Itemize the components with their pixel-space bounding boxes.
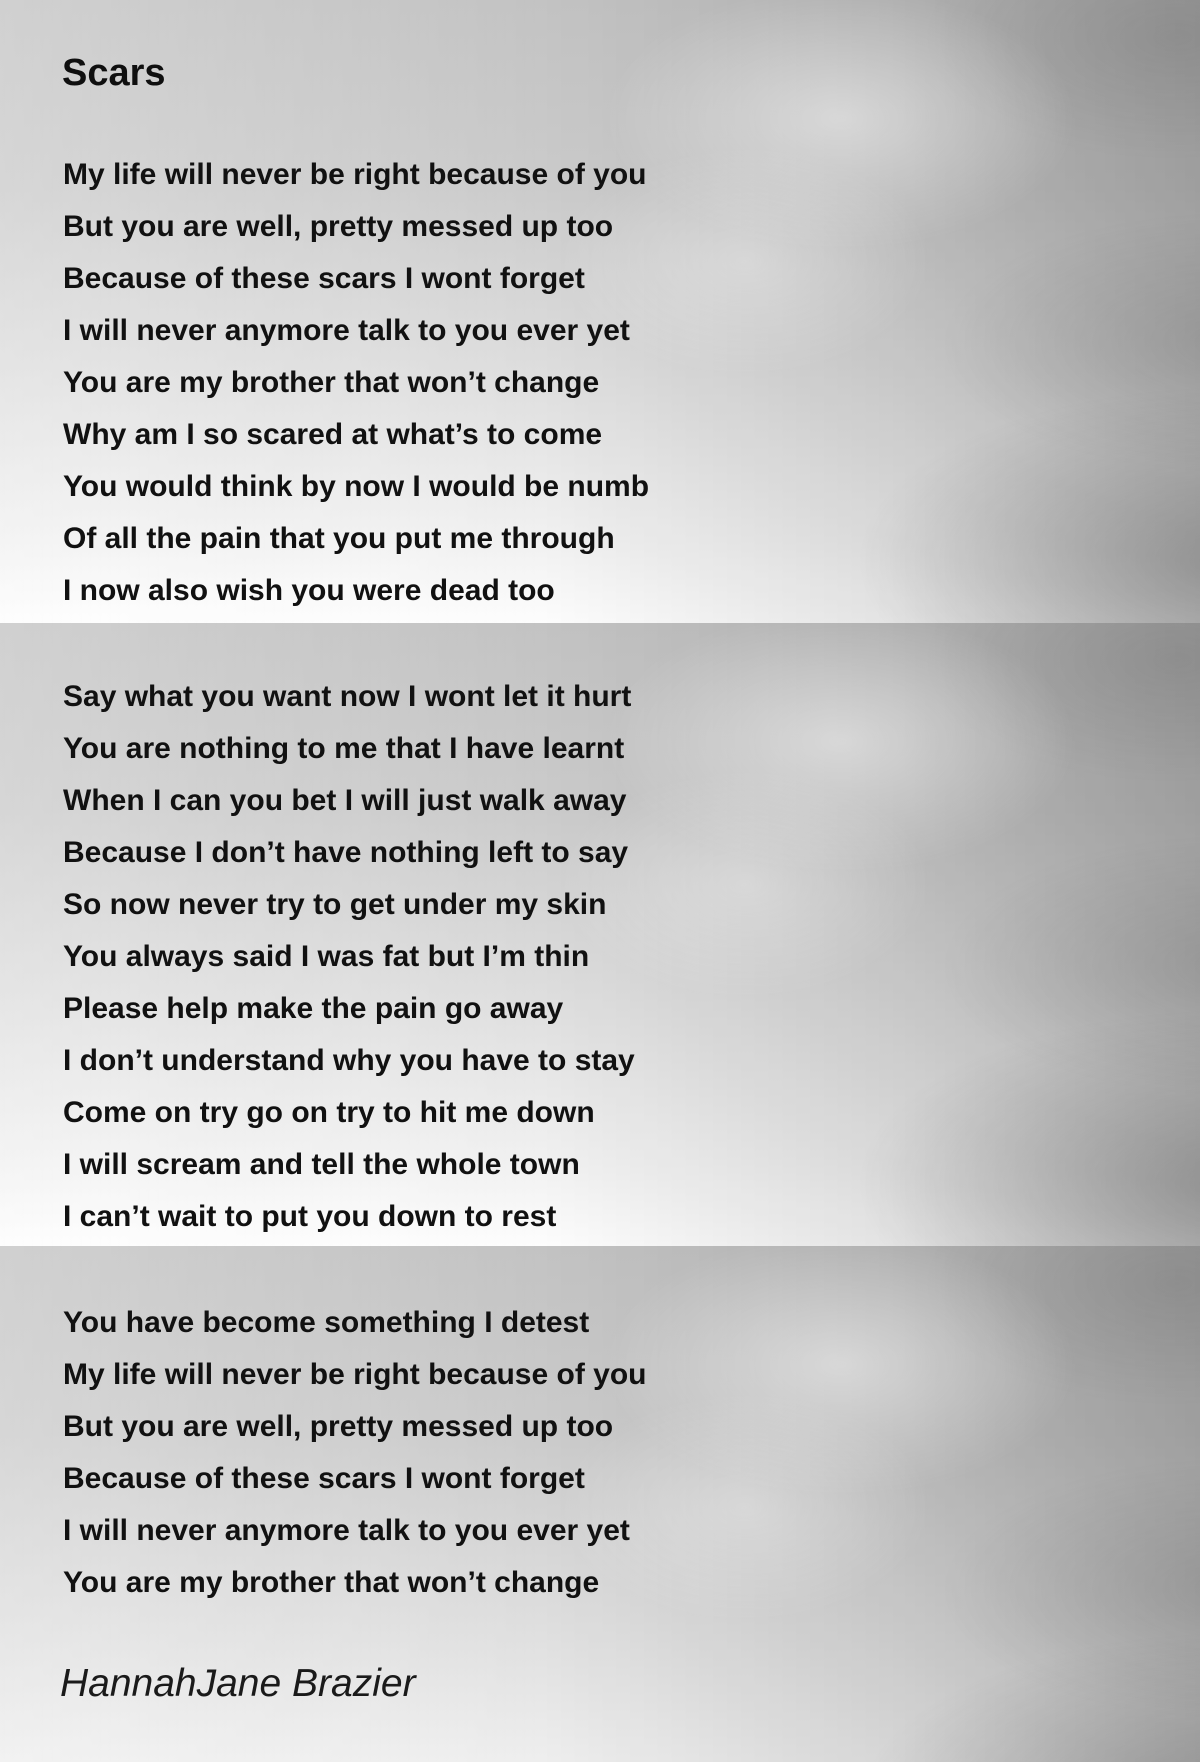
poem-line: Why am I so scared at what’s to come <box>63 418 603 451</box>
stanza-3 <box>63 1297 646 1609</box>
poem-line: But you are well, pretty messed up too <box>63 1410 614 1443</box>
poem-line: You are my brother that won’t change <box>63 366 600 399</box>
poem-line: I can’t wait to put you down to rest <box>63 1200 557 1233</box>
poem-author-signature: HannahJane Brazier <box>60 1662 416 1705</box>
poem-line: Of all the pain that you put me through <box>63 522 615 555</box>
poem-line: Say what you want now I wont let it hurt <box>63 680 632 713</box>
poem-line: I will never anymore talk to you ever yet <box>63 1514 630 1547</box>
poem-title: Scars <box>62 52 166 94</box>
poem-line: Because of these scars I wont forget <box>63 1462 585 1495</box>
poem-line: My life will never be right because of you <box>63 158 647 191</box>
poem-line: You have become something I detest <box>63 1306 590 1339</box>
poem-line: Please help make the pain go away <box>63 992 564 1025</box>
poem-line: You would think by now I would be numb <box>63 470 650 503</box>
poem-line: You are nothing to me that I have learnt <box>63 732 625 765</box>
poem-line: But you are well, pretty messed up too <box>63 210 614 243</box>
poem-line: I now also wish you were dead too <box>63 574 555 607</box>
poem-line: Because I don’t have nothing left to say <box>63 836 629 869</box>
poem-line: My life will never be right because of you <box>63 1358 647 1391</box>
poem-line: Because of these scars I wont forget <box>63 262 585 295</box>
stanza-1 <box>63 149 649 617</box>
poem-line: I will never anymore talk to you ever yet <box>63 314 630 347</box>
poem-line: When I can you bet I will just walk away <box>63 784 627 817</box>
poem-line: You are my brother that won’t change <box>63 1566 600 1599</box>
stanza-2 <box>63 671 635 1243</box>
poem-line: I don’t understand why you have to stay <box>63 1044 635 1077</box>
poem-line: I will scream and tell the whole town <box>63 1148 580 1181</box>
poem-line: You always said I was fat but I’m thin <box>63 940 590 973</box>
poem-line: Come on try go on try to hit me down <box>63 1096 595 1129</box>
poem-line: So now never try to get under my skin <box>63 888 607 921</box>
